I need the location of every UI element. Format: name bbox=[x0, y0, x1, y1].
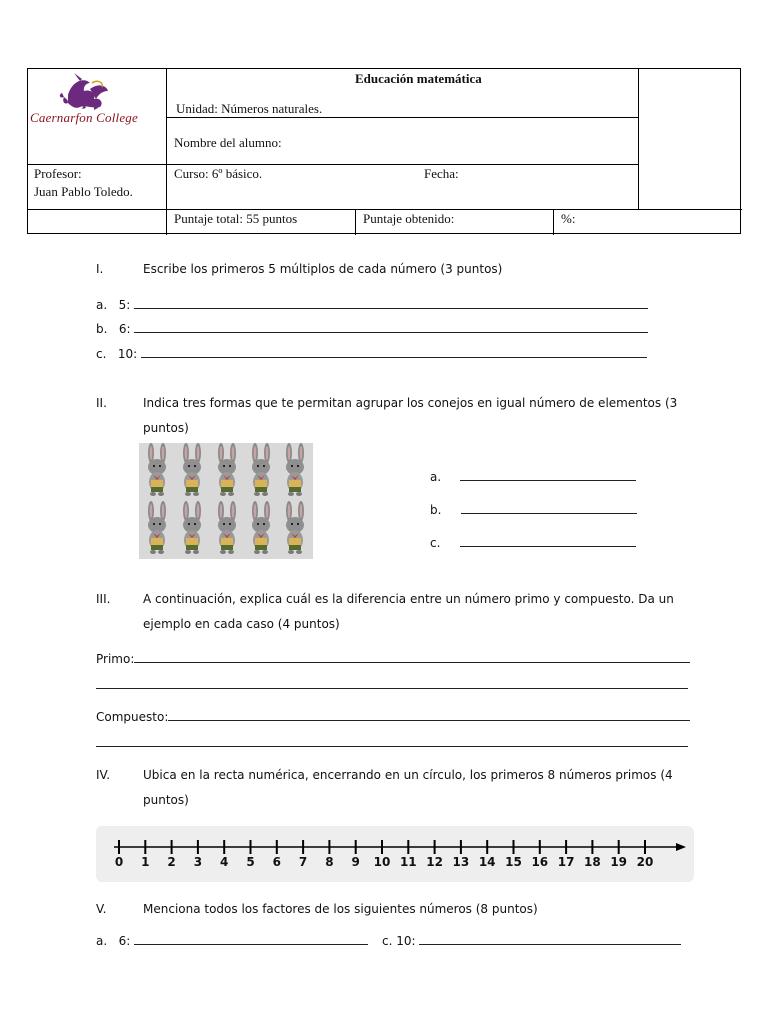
answer-line[interactable] bbox=[96, 652, 690, 666]
answer-blank[interactable] bbox=[141, 347, 647, 358]
number-line-label[interactable]: 5 bbox=[246, 855, 255, 869]
item-letter: c. bbox=[382, 934, 393, 948]
number-line-label[interactable]: 4 bbox=[220, 855, 229, 869]
bunnies-image bbox=[139, 443, 313, 559]
section-numeral: IV. bbox=[96, 768, 111, 782]
section3-prompt-line2: ejemplo en cada caso (4 puntos) bbox=[143, 617, 340, 631]
answer-blank[interactable] bbox=[419, 934, 681, 945]
answer-blank[interactable] bbox=[134, 298, 648, 309]
number-line-label[interactable]: 6 bbox=[272, 855, 281, 869]
number-line[interactable] bbox=[96, 826, 694, 882]
number-line-label[interactable]: 20 bbox=[636, 855, 654, 869]
number-line-label[interactable]: 9 bbox=[351, 855, 360, 869]
answer-line[interactable] bbox=[430, 536, 636, 550]
answer-line[interactable] bbox=[96, 934, 368, 948]
answer-blank[interactable] bbox=[461, 503, 637, 514]
primo-label: Primo: bbox=[96, 652, 135, 666]
answer-blank[interactable] bbox=[134, 652, 690, 663]
answer-line[interactable] bbox=[96, 322, 648, 336]
number-line-label[interactable]: 15 bbox=[505, 855, 522, 869]
school-name: Caernarfon College bbox=[30, 110, 138, 125]
section3-prompt-line1: A continuación, explica cuál es la diferencia entre un número primo y compuesto. Da un bbox=[143, 592, 674, 606]
section-numeral: V. bbox=[96, 902, 107, 916]
answer-blank[interactable] bbox=[134, 322, 648, 333]
item-letter: a. bbox=[430, 470, 442, 484]
answer-blank[interactable] bbox=[460, 536, 636, 547]
student-name-field[interactable]: Nombre del alumno: bbox=[174, 135, 282, 150]
number-line-label[interactable]: 8 bbox=[325, 855, 334, 869]
item-letter: b. bbox=[96, 322, 108, 336]
number-line-label[interactable]: 10 bbox=[373, 855, 391, 869]
number-line-label[interactable]: 3 bbox=[193, 855, 203, 869]
number-line-label[interactable]: 19 bbox=[610, 855, 628, 869]
number-line-label[interactable]: 16 bbox=[531, 855, 549, 869]
section-numeral: II. bbox=[96, 396, 107, 410]
total-score: Puntaje total: 55 puntos bbox=[174, 211, 298, 226]
compuesto-label: Compuesto: bbox=[96, 710, 169, 724]
number-line-label[interactable]: 2 bbox=[167, 855, 176, 869]
divider bbox=[166, 209, 167, 235]
teacher-name: Juan Pablo Toledo. bbox=[34, 184, 133, 199]
number-line-label[interactable]: 17 bbox=[557, 855, 575, 869]
number-line-label[interactable]: 14 bbox=[478, 855, 496, 869]
teacher-label: Profesor: bbox=[34, 166, 82, 181]
section4-prompt-line1: Ubica en la recta numérica, encerrando en un círculo, los primeros 8 números primos (4 bbox=[143, 768, 673, 782]
school-logo bbox=[28, 69, 166, 165]
divider bbox=[553, 209, 554, 235]
item-label: 10: bbox=[396, 934, 416, 948]
number-line-axis bbox=[96, 826, 694, 882]
item-letter: a. bbox=[96, 934, 108, 948]
answer-line[interactable] bbox=[430, 503, 637, 517]
divider bbox=[355, 209, 356, 235]
answer-line[interactable] bbox=[96, 347, 647, 361]
bunny-icon bbox=[139, 443, 313, 559]
section4-prompt-line2: puntos) bbox=[143, 793, 189, 807]
divider bbox=[638, 69, 639, 210]
answer-blank[interactable] bbox=[96, 688, 688, 689]
item-letter: b. bbox=[430, 503, 442, 517]
item-letter: c. bbox=[430, 536, 441, 550]
number-line-label[interactable]: 1 bbox=[141, 855, 150, 869]
item-label: 10: bbox=[117, 347, 138, 361]
answer-line[interactable] bbox=[430, 470, 636, 484]
item-label: 6: bbox=[118, 934, 131, 948]
percent-field[interactable]: %: bbox=[561, 211, 576, 226]
course-label: Curso: 6º básico. bbox=[174, 166, 263, 181]
answer-blank[interactable] bbox=[460, 470, 636, 481]
unit-label: Unidad: Números naturales. bbox=[176, 101, 323, 116]
answer-line[interactable] bbox=[96, 298, 648, 312]
section5-prompt: Menciona todos los factores de los siguientes números (8 puntos) bbox=[143, 902, 538, 916]
number-line-label[interactable]: 12 bbox=[426, 855, 443, 869]
divider bbox=[166, 69, 167, 210]
divider bbox=[166, 117, 639, 118]
section-numeral: I. bbox=[96, 262, 104, 276]
section2-prompt-line1: Indica tres formas que te permitan agrupar los conejos en igual número de elementos (3 bbox=[143, 396, 678, 410]
worksheet-title: Educación matemática bbox=[355, 71, 482, 86]
obtained-score-field[interactable]: Puntaje obtenido: bbox=[363, 211, 455, 226]
answer-blank[interactable] bbox=[96, 746, 688, 747]
number-line-label[interactable]: 13 bbox=[452, 855, 470, 869]
answer-line[interactable] bbox=[382, 934, 681, 948]
section-numeral: III. bbox=[96, 592, 111, 606]
section1-prompt: Escribe los primeros 5 múltiplos de cada número (3 puntos) bbox=[143, 262, 503, 276]
number-line-label[interactable]: 0 bbox=[114, 855, 124, 869]
divider bbox=[28, 209, 742, 210]
item-letter: a. bbox=[96, 298, 108, 312]
answer-blank[interactable] bbox=[134, 934, 368, 945]
header-table bbox=[27, 68, 741, 234]
number-line-label[interactable]: 11 bbox=[399, 855, 417, 869]
answer-line[interactable] bbox=[96, 710, 690, 724]
item-label: 5: bbox=[118, 298, 131, 312]
section2-prompt-line2: puntos) bbox=[143, 421, 189, 435]
number-line-label[interactable]: 7 bbox=[298, 855, 308, 869]
item-label: 6: bbox=[118, 322, 131, 336]
answer-blank[interactable] bbox=[168, 710, 690, 721]
date-field[interactable]: Fecha: bbox=[424, 166, 459, 181]
number-line-label[interactable]: 18 bbox=[584, 855, 601, 869]
item-letter: c. bbox=[96, 347, 107, 361]
